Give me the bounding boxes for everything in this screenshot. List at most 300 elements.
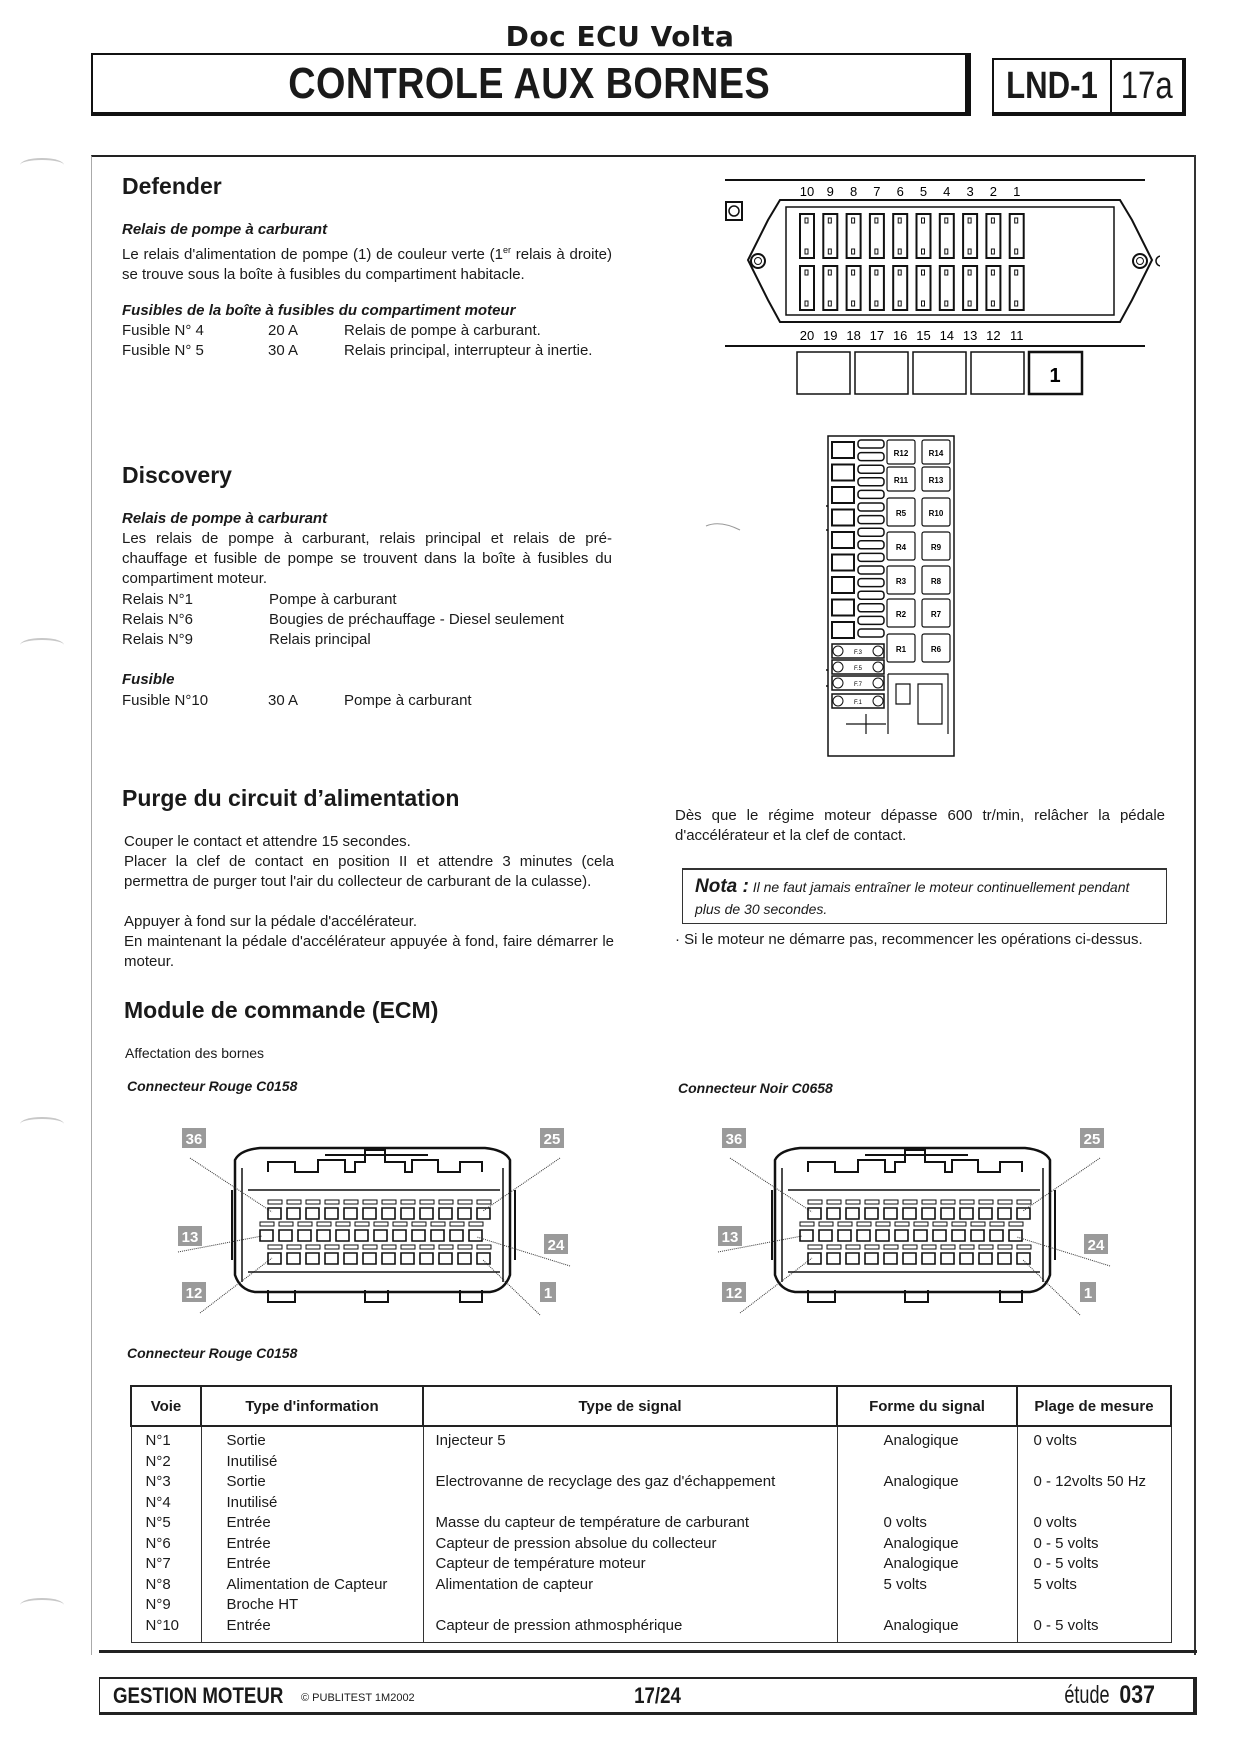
cell-voie: N°4 [131, 1493, 201, 1514]
mini-fuse [858, 478, 884, 486]
fuse-contact [805, 270, 808, 275]
cell-voie: N°6 [131, 1534, 201, 1555]
pin-cavity [363, 1253, 376, 1264]
fuse-slot [823, 214, 837, 258]
pin-cavity [306, 1208, 319, 1219]
cell-type-info: Entrée [201, 1513, 423, 1534]
pin-clip [306, 1200, 320, 1204]
pin-cavity [846, 1208, 859, 1219]
pin-cavity [941, 1208, 954, 1219]
pin-cavity [279, 1230, 292, 1241]
relay-label: R8 [930, 577, 942, 586]
pin-cavity [450, 1230, 463, 1241]
fuse-row [122, 341, 622, 361]
fuse-number-label: 5 [919, 184, 928, 199]
cell-forme: Analogique [837, 1472, 1017, 1493]
cell-plage [1017, 1493, 1171, 1514]
pin-clip [298, 1222, 312, 1226]
fuse-numbers-top [800, 184, 1021, 199]
table-row [131, 1616, 1171, 1643]
purge-retry-text: · Si le moteur ne démarre pas, recommencer les opérations ci-dessus. [675, 931, 1143, 948]
cell-voie: N°5 [131, 1513, 201, 1534]
fuse-contact [828, 218, 831, 223]
relay-label: 1 [1049, 365, 1061, 387]
pin-clip [317, 1222, 331, 1226]
fuse-slot [986, 214, 1000, 258]
pin-cavity [990, 1230, 1003, 1241]
fuse-slot [917, 214, 931, 258]
pin-cavity [344, 1208, 357, 1219]
cell-type-signal [423, 1452, 837, 1473]
pin-cavity [808, 1208, 821, 1219]
maxi-fuse-label: F.7 [853, 682, 863, 688]
pin-cavity [469, 1230, 482, 1241]
pin-clip [458, 1245, 472, 1249]
nota-label: Nota : [695, 876, 749, 897]
pin-clip [431, 1222, 445, 1226]
pin-clip [458, 1200, 472, 1204]
fuse-contact [828, 301, 831, 306]
pin-number-label: 24 [1087, 1237, 1105, 1254]
pin-cavity [922, 1208, 935, 1219]
pin-cavity [355, 1230, 368, 1241]
pin-clip [1017, 1200, 1031, 1204]
pin-clip [268, 1245, 282, 1249]
purge-step: Appuyer à fond sur la pédale d'accélérateur. [124, 913, 418, 930]
pin-cavity [374, 1230, 387, 1241]
col-header-forme: Forme du signal [837, 1386, 1017, 1426]
fuse-contact [875, 270, 878, 275]
pin-clip [469, 1222, 483, 1226]
pin-cavity [382, 1253, 395, 1264]
cell-plage: 0 volts [1017, 1426, 1171, 1452]
purge-step: En maintenant la pédale d'accélérateur appuyée à fond, faire démarrer le moteur. [124, 933, 614, 970]
pin-cavity [819, 1230, 832, 1241]
pin-cavity [268, 1253, 281, 1264]
document-title: Doc ECU Volta [505, 20, 735, 53]
col-header-type-info: Type d'information [201, 1386, 423, 1426]
pin-clip [876, 1222, 890, 1226]
pin-clip [336, 1222, 350, 1226]
table-row [131, 1426, 1171, 1452]
pin-number-label: 13 [721, 1229, 739, 1246]
relay-label: R9 [930, 543, 942, 552]
fuse-desc: Relais de pompe à carburant. [344, 322, 541, 339]
mini-fuses [858, 440, 884, 637]
pin-clip [990, 1222, 1004, 1226]
pointer-mark [704, 520, 744, 534]
cell-type-signal: Electrovanne de recyclage des gaz d'échappement [423, 1472, 837, 1493]
fuse-name: Fusible N° 5 [122, 342, 204, 359]
cell-type-signal: Alimentation de capteur [423, 1575, 837, 1596]
pin-clip [279, 1222, 293, 1226]
pin-cavity [393, 1230, 406, 1241]
cell-voie: N°2 [131, 1452, 201, 1473]
relay-label: R1 [895, 645, 907, 654]
fuse-slot [823, 266, 837, 310]
cell-forme: Analogique [837, 1426, 1017, 1452]
fuse-number-label: 9 [826, 184, 834, 199]
pin-cavity [431, 1230, 444, 1241]
defender-fuses-subtitle: Fusibles de la boîte à fusibles du compartiment moteur [122, 302, 516, 319]
pin-clip [393, 1222, 407, 1226]
table-header-row [131, 1386, 1171, 1426]
pin-clip [933, 1222, 947, 1226]
cell-type-info: Alimentation de Capteur [201, 1575, 423, 1596]
relay-label: R10 [928, 509, 944, 518]
pin-clip [1009, 1222, 1023, 1226]
fuse-contact [805, 249, 808, 254]
pin-number-label: 25 [1083, 1131, 1101, 1148]
pin-cavity [979, 1253, 992, 1264]
fuse-number-label: 12 [986, 328, 1001, 343]
pin-cavity [979, 1208, 992, 1219]
fuse-contact [991, 270, 994, 275]
fuse-contact [805, 301, 808, 306]
pin-clip [287, 1200, 301, 1204]
pin-number-label: 24 [547, 1237, 565, 1254]
pin-clip [268, 1200, 282, 1204]
small-relay [832, 510, 854, 526]
pin-clip [306, 1245, 320, 1249]
cell-voie: N°7 [131, 1554, 201, 1575]
purge-step: Placer la clef de contact en position II et attendre 3 minutes (cela permettra de purger tout l'air du collecteur de carburant de la culasse). [124, 853, 614, 890]
fuse-number-label: 20 [799, 328, 815, 343]
pin-cavity [458, 1208, 471, 1219]
connector-black-label: Connecteur Noir C0658 [678, 1080, 833, 1096]
pin-cavity [439, 1208, 452, 1219]
fuse-slot [917, 266, 931, 310]
pin-clip [800, 1222, 814, 1226]
pin-clip [401, 1200, 415, 1204]
fuse-desc: Relais principal, interrupteur à inertie. [344, 342, 593, 359]
section-title-purge: Purge du circuit d’alimentation [122, 785, 460, 811]
pin-clip [439, 1200, 453, 1204]
cell-type-info: Entrée [201, 1616, 423, 1643]
fuse-contact [828, 270, 831, 275]
pin-cavity [808, 1253, 821, 1264]
fuse-number-label: 18 [846, 328, 861, 343]
cell-plage: 0 - 5 volts [1017, 1616, 1171, 1643]
mount-hole-icon [1156, 256, 1160, 266]
footer-etude [1052, 1681, 1163, 1710]
punch-hole [20, 638, 64, 652]
fuse-terminal [833, 662, 843, 672]
relay-desc: Relais principal [269, 631, 371, 648]
fuse-slot [847, 266, 861, 310]
fuse-contact [875, 218, 878, 223]
small-relay [832, 622, 854, 638]
purge-right-text: Dès que le régime moteur dépasse 600 tr/min, relâcher la pédale d'accélérateur et la clef de contact. [675, 807, 1165, 844]
mini-fuse [858, 503, 884, 511]
pin-clip [998, 1200, 1012, 1204]
fuse-slot [800, 266, 814, 310]
pin-cavity [336, 1230, 349, 1241]
relay-slot [971, 352, 1024, 394]
relay-row [122, 610, 622, 630]
pin-clip [355, 1222, 369, 1226]
mini-fuse [858, 579, 884, 587]
text-part: relais à droite) se trouve sous la boîte à fusibles du compartiment habitacle. [122, 246, 612, 283]
pin-cavity [287, 1253, 300, 1264]
text-part: Le relais d'alimentation de pompe (1) de couleur verte (1 [122, 246, 503, 263]
reference-code-cell [994, 60, 1112, 112]
cell-forme: Analogique [837, 1534, 1017, 1555]
fuse-slot [870, 214, 884, 258]
fuse-slot [893, 214, 907, 258]
maxi-fuse-label: F.5 [853, 666, 863, 672]
fuse-contact [968, 218, 971, 223]
pin-cavity [420, 1253, 433, 1264]
pin-clip [979, 1200, 993, 1204]
pin-clip [344, 1245, 358, 1249]
pin-number-label: 1 [1083, 1285, 1093, 1302]
pin-clip [382, 1245, 396, 1249]
fuse-terminal [873, 678, 883, 688]
cell-forme [837, 1493, 1017, 1514]
relay-label: R11 [893, 476, 909, 485]
fuse-contact [898, 301, 901, 306]
pin-clip [895, 1222, 909, 1226]
fuse-row [122, 321, 622, 341]
cell-voie: N°8 [131, 1575, 201, 1596]
pin-clip [922, 1200, 936, 1204]
pin-clip [865, 1245, 879, 1249]
fuse-number-label: 8 [849, 184, 858, 199]
fuse-contact [991, 301, 994, 306]
mini-fuse [858, 453, 884, 461]
fuse-slot [893, 266, 907, 310]
section-title-discovery: Discovery [122, 462, 232, 488]
cell-forme: 0 volts [837, 1513, 1017, 1534]
relay-label: R12 [893, 449, 909, 458]
pin-cavity [998, 1208, 1011, 1219]
relay-name: Relais N°6 [122, 611, 194, 628]
fuse-number-label: 3 [966, 184, 974, 199]
col-header-voie: Voie [131, 1386, 201, 1426]
fuse-slot [1010, 266, 1024, 310]
pin-cavity [933, 1230, 946, 1241]
fuse-contact [968, 249, 971, 254]
cell-type-info: Sortie [201, 1426, 423, 1452]
pin-cavity [857, 1230, 870, 1241]
pin-cavity [865, 1253, 878, 1264]
pin-clip [827, 1245, 841, 1249]
pin-clip [922, 1245, 936, 1249]
fuse-contact [945, 301, 948, 306]
pin-clip [382, 1200, 396, 1204]
pin-cavity [325, 1253, 338, 1264]
small-relay [832, 465, 854, 481]
relay-label: R2 [895, 610, 907, 619]
fuse-number-label: 6 [896, 184, 904, 199]
pin-clip [420, 1200, 434, 1204]
section-title-defender: Defender [122, 173, 222, 199]
cell-type-signal [423, 1493, 837, 1514]
purge-step: Couper le contact et attendre 15 secondes. [124, 833, 411, 850]
cell-plage: 0 - 5 volts [1017, 1534, 1171, 1555]
cell-type-signal: Capteur de pression athmosphérique [423, 1616, 837, 1643]
fuse-numbers-bottom [800, 328, 1024, 343]
pin-assignment-table [130, 1385, 1172, 1643]
pin-clip [960, 1200, 974, 1204]
pin-number-label: 12 [725, 1285, 743, 1302]
cell-plage [1017, 1595, 1171, 1616]
cell-type-info: Broche HT [201, 1595, 423, 1616]
fuse-contact [945, 218, 948, 223]
small-relay [832, 487, 854, 503]
fuse-contact [968, 270, 971, 275]
pin-clip [914, 1222, 928, 1226]
punch-hole [20, 158, 64, 172]
pin-cavity [382, 1208, 395, 1219]
pin-cavity [325, 1208, 338, 1219]
pin-clip [325, 1245, 339, 1249]
fuse-number-label: 14 [939, 328, 955, 343]
screw-icon [755, 258, 762, 265]
relay-label: R5 [895, 509, 907, 518]
fuse-contact [898, 270, 901, 275]
fuse-slot [1010, 214, 1024, 258]
pin-clip [325, 1200, 339, 1204]
discovery-fusebox-diagram [826, 434, 956, 760]
cell-voie: N°1 [131, 1426, 201, 1452]
maxi-fuse-label: F.1 [853, 700, 863, 706]
footer-copyright: © PUBLITEST 1M2002 [301, 1692, 415, 1704]
fuse-slot [940, 266, 954, 310]
fuse-terminal [873, 646, 883, 656]
etude-number: 037 [1119, 1681, 1155, 1709]
cell-type-signal: Injecteur 5 [423, 1426, 837, 1452]
table-row [131, 1575, 1171, 1596]
screw-icon [1137, 258, 1144, 265]
fuse-number-label: 17 [869, 328, 885, 343]
fuse-terminal [873, 662, 883, 672]
pin-cavity [477, 1208, 490, 1219]
relay-label: R3 [895, 577, 907, 586]
reference-code: LND-1 [1006, 64, 1098, 107]
pin-clip [401, 1245, 415, 1249]
relay-label: R7 [930, 610, 942, 619]
screw-icon [751, 254, 765, 268]
fuse-contact [945, 249, 948, 254]
fuse-number-label: 19 [823, 328, 838, 343]
nota-text: Il ne faut jamais entraîner le moteur continuellement pendant plus de 30 secondes. [695, 879, 1130, 917]
pin-cavity [941, 1253, 954, 1264]
cell-plage: 0 - 5 volts [1017, 1554, 1171, 1575]
pin-cavity [884, 1253, 897, 1264]
fuse-terminal [833, 678, 843, 688]
fuse-contact [828, 249, 831, 254]
fuse-rating: 30 A [268, 692, 299, 709]
cell-type-info: Sortie [201, 1472, 423, 1493]
pin-cavity [800, 1230, 813, 1241]
mini-fuse [858, 516, 884, 524]
relays [887, 440, 950, 662]
relay-label: R6 [930, 645, 942, 654]
cell-voie: N°3 [131, 1472, 201, 1493]
pin-cavity [1017, 1208, 1030, 1219]
fuse-contact [1015, 270, 1018, 275]
table-row [131, 1595, 1171, 1616]
pin-cavity [922, 1253, 935, 1264]
cell-type-signal: Capteur de température moteur [423, 1554, 837, 1575]
pin-clip [998, 1245, 1012, 1249]
pin-cavity [317, 1230, 330, 1241]
relay-name: Relais N°9 [122, 631, 194, 648]
fuse-contact [1015, 249, 1018, 254]
pin-clip [1017, 1245, 1031, 1249]
pin-cavity [477, 1253, 490, 1264]
mini-fuse [858, 490, 884, 498]
pin-cavity [865, 1208, 878, 1219]
fuse-contact [991, 249, 994, 254]
section-title-ecm: Module de commande (ECM) [124, 997, 439, 1023]
fusebox-inner [786, 207, 1114, 315]
fuse-contact [852, 218, 855, 223]
mount-hole-icon [729, 206, 739, 216]
pin-cavity [876, 1230, 889, 1241]
pin-cavity [903, 1208, 916, 1219]
fuse-contact [875, 249, 878, 254]
fuse-number-label: 15 [916, 328, 931, 343]
fuse-contact [945, 270, 948, 275]
cell-forme: Analogique [837, 1554, 1017, 1575]
pin-cavity [1009, 1230, 1022, 1241]
pin-cavity [420, 1208, 433, 1219]
reference-box [992, 58, 1186, 116]
pin-clip [952, 1222, 966, 1226]
fuse-number-label: 16 [892, 328, 908, 343]
cell-forme: Analogique [837, 1616, 1017, 1643]
discovery-relay-text: Les relais de pompe à carburant, relais principal et relais de pré-chauffage et fusible de pompe se trouvent dans la boîte à fusibles du compartiment moteur. [122, 530, 612, 587]
pin-clip [960, 1245, 974, 1249]
pin-cavity [838, 1230, 851, 1241]
leader-line [483, 1260, 540, 1315]
pin-cavity [846, 1253, 859, 1264]
pin-clip [884, 1200, 898, 1204]
pin-cavity [287, 1208, 300, 1219]
cell-forme [837, 1452, 1017, 1473]
cell-type-info: Inutilisé [201, 1452, 423, 1473]
pin-cavity [895, 1230, 908, 1241]
defender-relay-text [122, 240, 612, 285]
pin-clip [260, 1222, 274, 1226]
pin-number-label: 36 [185, 1131, 203, 1148]
pin-clip [287, 1245, 301, 1249]
mini-fuse [858, 528, 884, 536]
fuse-number-label: 11 [1009, 328, 1024, 343]
page-number: 17/24 [634, 1683, 681, 1708]
pin-cavity [458, 1253, 471, 1264]
connector-housing [235, 1148, 510, 1292]
cell-voie: N°9 [131, 1595, 201, 1616]
pin-clip [819, 1222, 833, 1226]
leader-line [483, 1158, 560, 1211]
fuse-contact [875, 301, 878, 306]
pin-cavity [914, 1230, 927, 1241]
fusebox-outline [748, 200, 1152, 322]
pin-clip [477, 1245, 491, 1249]
pin-cavity [1017, 1253, 1030, 1264]
table-row [131, 1513, 1171, 1534]
fuse-contact [1015, 301, 1018, 306]
fuse-slot [847, 214, 861, 258]
fuse-slot [800, 214, 814, 258]
relay-slot [855, 352, 908, 394]
pin-clip [450, 1222, 464, 1226]
mini-fuse [858, 566, 884, 574]
